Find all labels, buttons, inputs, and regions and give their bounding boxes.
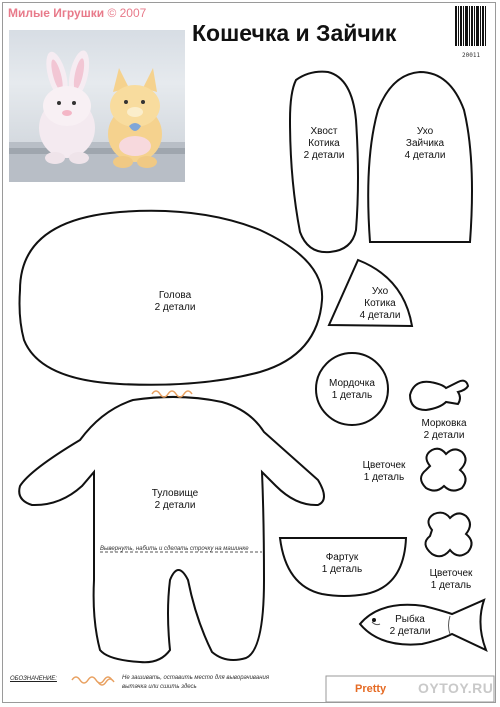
- fish-eye-icon: [372, 618, 376, 622]
- legend-key: ОБОЗНАЧЕНИЕ:: [10, 676, 57, 682]
- flower2-label: Цветочек 1 деталь: [429, 568, 473, 591]
- legend-desc-line2: вытачка или сшить здесь: [122, 684, 197, 690]
- bunny-ear-label: Ухо Зайчика 4 детали: [404, 126, 446, 161]
- footer-brand: Pretty: [355, 683, 387, 695]
- carrot-label: Морковка 2 детали: [421, 418, 467, 441]
- stitch-mark-dart: [98, 679, 114, 685]
- carrot-piece: [410, 381, 468, 410]
- legend-desc-line1: Не зашивать, оставить место для выворачивания: [122, 675, 270, 681]
- head-label: Голова 2 детали: [154, 290, 196, 313]
- barcode-number: 20011: [462, 52, 481, 59]
- muzzle-label: Мордочка 1 деталь: [329, 378, 375, 401]
- tail-label: Хвост Котика 2 детали: [303, 126, 345, 161]
- cat-ear-label: Ухо Котика 4 детали: [359, 286, 401, 321]
- apron-label: Фартук 1 деталь: [321, 552, 363, 575]
- page-title: Кошечка и Зайчик: [192, 20, 397, 46]
- brand-year: © 2007: [107, 6, 147, 20]
- flower2-piece: [425, 513, 471, 557]
- legend-description: [122, 674, 269, 692]
- legend: [10, 676, 57, 682]
- fish-label: Рыбка 2 детали: [389, 614, 431, 637]
- flower1-label: Цветочек 1 деталь: [362, 460, 406, 483]
- torso-stitch-note: Вывернуть, набить и сделать строчку на машинке: [100, 546, 249, 552]
- torso-piece: [19, 397, 324, 662]
- watermark-text: OYTOY.RU: [418, 680, 494, 696]
- flower1-piece: [421, 449, 466, 491]
- brand-name: Милые Игрушки: [8, 6, 105, 20]
- torso-label: Туловище 2 детали: [151, 488, 199, 511]
